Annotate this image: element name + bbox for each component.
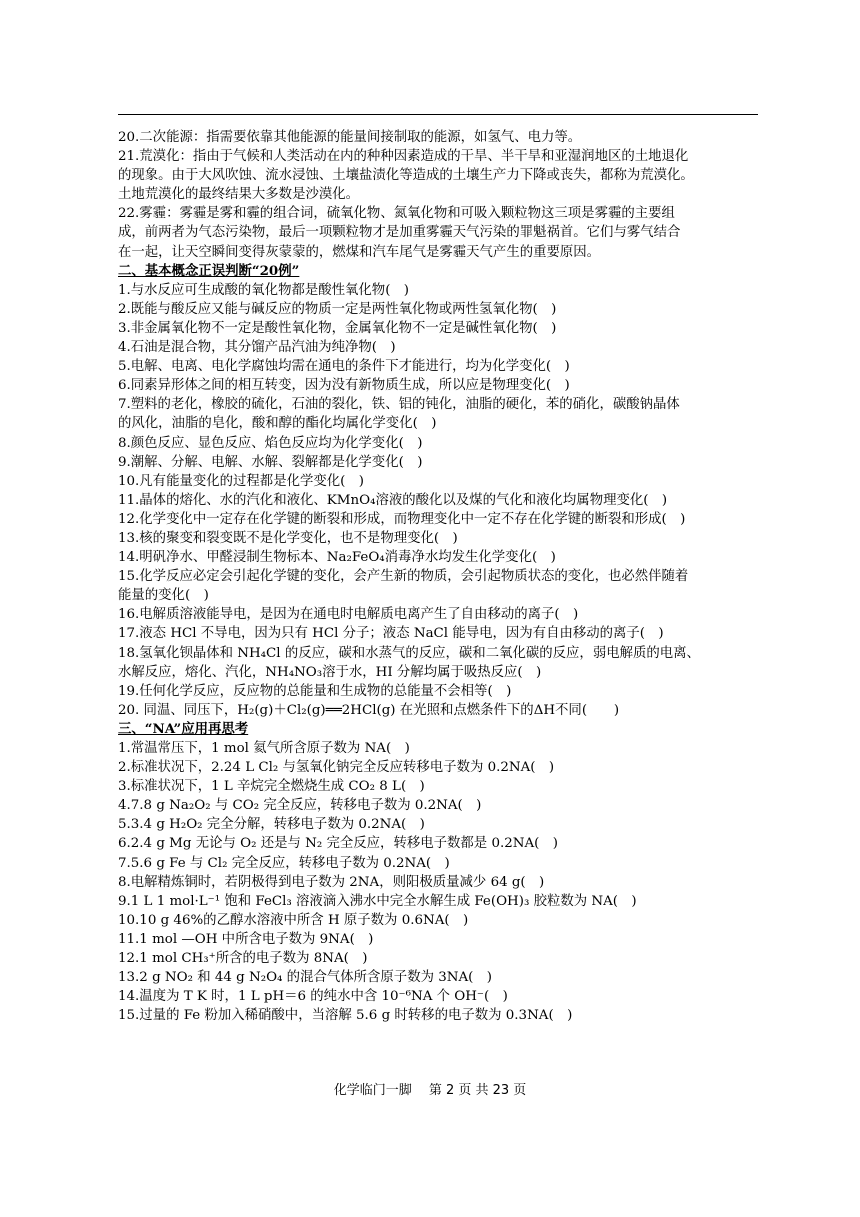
question-line: 6.2.4 g Mg 无论与 O₂ 还是与 N₂ 完全反应，转移电子数都是 0.2NA( ) <box>118 836 558 852</box>
page-footer: 化学临门一脚 第 2 页 共 23 页 <box>333 1083 527 1098</box>
question-line: 1.常温常压下，1 mol 氦气所含原子数为 NA( ) <box>118 741 410 756</box>
question-line: 8.颜色反应、显色反应、焰色反应均为化学变化( ) <box>118 435 423 451</box>
question-line: 13.2 g NO₂ 和 44 g N₂O₄ 的混合气体所含原子数为 3NA( ) <box>118 970 492 986</box>
question-line: 17.液态 HCl 不导电，因为只有 HCl 分子；液态 NaCl 能导电，因为有自由移动的离子( ) <box>118 626 664 642</box>
text-line: 在一起，让天空瞬间变得灰蒙蒙的，燃煤和汽车尾气是雾霾天气产生的重要原因。 <box>118 244 601 260</box>
header-rule <box>118 114 758 115</box>
document-body <box>118 128 758 1025</box>
text-line: 土地荒漠化的最终结果大多数是沙漠化。 <box>118 187 360 203</box>
question-line: 9.潮解、分解、电解、水解、裂解都是化学变化( ) <box>118 454 423 470</box>
section-heading: 二、基本概念正误判断“20例” <box>118 262 300 279</box>
question-line: 13.核的聚变和裂变既不是化学变化，也不是物理变化( ) <box>118 530 458 546</box>
question-line: 7.5.6 g Fe 与 Cl₂ 完全反应，转移电子数为 0.2NA( ) <box>118 855 450 871</box>
question-line: 15.化学反应必定会引起化学键的变化，会产生新的物质，会引起物质状态的变化，也必然伴随着 <box>118 569 689 585</box>
question-line: 3.标准状况下，1 L 辛烷完全燃烧生成 CO₂ 8 L( ) <box>118 779 425 795</box>
question-line: 8.电解精炼铜时，若阴极得到电子数为 2NA，则阳极质量减少 64 g( ) <box>118 874 545 890</box>
question-line: 18.氢氧化钡晶体和 NH₄Cl 的反应，碳和水蒸气的反应，碳和二氧化碳的反应，弱电解质的电离、 <box>118 645 700 661</box>
question-line: 4.7.8 g Na₂O₂ 与 CO₂ 完全反应，转移电子数为 0.2NA( ) <box>118 798 482 814</box>
question-line: 14.明矾净水、甲醛浸制生物标本、Na₂FeO₄消毒净水均发生化学变化( ) <box>118 550 556 566</box>
text-line: 21.荒漠化：指由于气候和人类活动在内的种种因素造成的干旱、半干旱和亚湿润地区的土地退化 <box>118 149 689 165</box>
question-line: 5.电解、电离、电化学腐蚀均需在通电的条件下才能进行，均为化学变化( ) <box>118 359 570 375</box>
text-line: 成，前两者为气态污染物，最后一项颗粒物才是加重雾霾天气污染的罪魁祸首。它们与雾气结合 <box>118 225 681 241</box>
question-line: 11.1 mol —OH 中所含电子数为 9NA( ) <box>118 931 374 947</box>
question-line: 20. 同温、同压下，H₂(g)＋Cl₂(g)══2HCl(g) 在光照和点燃条件下的ΔH不同( ) <box>118 702 620 718</box>
question-line: 10.凡有能量变化的过程都是化学变化( ) <box>118 473 364 489</box>
question-line: 11.晶体的熔化、水的汽化和液化、KMnO₄溶液的酸化以及煤的气化和液化均属物理变化( ) <box>118 492 668 508</box>
question-line: 6.同素异形体之间的相互转变，因为没有新物质生成，所以应是物理变化( ) <box>118 378 570 394</box>
question-line: 10.10 g 46%的乙醇水溶液中所含 H 原子数为 0.6NA( ) <box>118 912 469 928</box>
text-line: 的现象。由于大风吹蚀、流水浸蚀、土壤盐渍化等造成的土壤生产力下降或丧失，都称为荒漠化。 <box>118 168 694 184</box>
question-line: 4.石油是混合物，其分馏产品汽油为纯净物( ) <box>118 340 396 356</box>
section-heading: 三、“NA”应用再思考 <box>118 720 249 737</box>
question-line: 能量的变化( ) <box>118 588 209 604</box>
question-line: 14.温度为 T K 时，1 L pH＝6 的纯水中含 10⁻⁶NA 个 OH⁻( ) <box>118 989 508 1005</box>
text-line: 20.二次能源：指需要依靠其他能源的能量间接制取的能源，如氢气、电力等。 <box>118 130 582 145</box>
question-line: 5.3.4 g H₂O₂ 完全分解，转移电子数为 0.2NA( ) <box>118 817 425 833</box>
question-line: 水解反应，熔化、汽化，NH₄NO₃溶于水，HI 分解均属于吸热反应( ) <box>118 664 542 680</box>
question-line: 7.塑料的老化，橡胶的硫化，石油的裂化，铁、铝的钝化，油脂的硬化，苯的硝化，碳酸钠晶体 <box>118 397 680 413</box>
question-line: 12.化学变化中一定存在化学键的断裂和形成，而物理变化中一定不存在化学键的断裂和形成( ) <box>118 511 686 527</box>
question-line: 15.过量的 Fe 粉加入稀硝酸中，当溶解 5.6 g 时转移的电子数为 0.3NA( ) <box>118 1008 573 1024</box>
question-line: 2.既能与酸反应又能与碱反应的物质一定是两性氧化物或两性氢氧化物( ) <box>118 301 557 317</box>
question-line: 3.非金属氧化物不一定是酸性氧化物，金属氧化物不一定是碱性氧化物( ) <box>118 320 557 336</box>
question-line: 的风化，油脂的皂化，酸和醇的酯化均属化学变化( ) <box>118 416 437 432</box>
question-line: 9.1 L 1 mol·L⁻¹ 饱和 FeCl₃ 溶液滴入沸水中完全水解生成 Fe(OH)₃ 胶粒数为 NA( ) <box>118 893 637 909</box>
question-line: 16.电解质溶液能导电，是因为在通电时电解质电离产生了自由移动的离子( ) <box>118 607 579 623</box>
question-line: 1.与水反应可生成酸的氧化物都是酸性氧化物( ) <box>118 282 410 298</box>
text-line: 22.雾霾：雾霾是雾和霾的组合词，硫氧化物、氮氧化物和可吸入颗粒物这三项是雾霾的主要组 <box>118 206 675 222</box>
question-line: 12.1 mol CH₃⁺所含的电子数为 8NA( ) <box>118 951 368 967</box>
question-line: 2.标准状况下，2.24 L Cl₂ 与氢氧化钠完全反应转移电子数为 0.2NA( ) <box>118 760 555 776</box>
question-line: 19.任何化学反应，反应物的总能量和生成物的总能量不会相等( ) <box>118 683 512 699</box>
